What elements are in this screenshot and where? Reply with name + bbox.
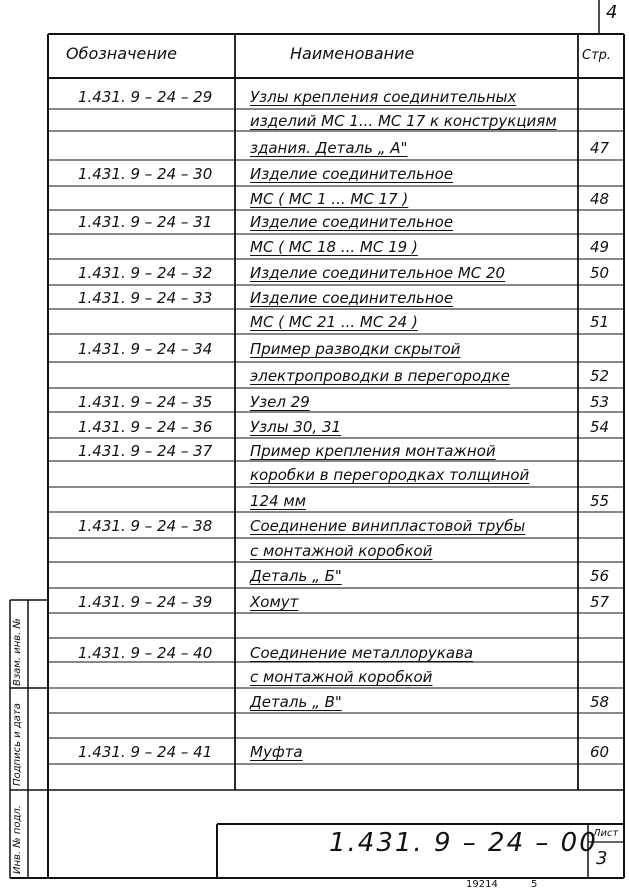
row-page: 55 <box>590 492 610 510</box>
row-page: 52 <box>590 367 610 385</box>
document-code: 1.431. 9 – 24 – 00 <box>329 828 598 858</box>
row-name-line: Узлы крепления соединительных <box>250 88 517 106</box>
row-name-line: Изделие соединительное <box>250 213 454 231</box>
row-designation: 1.431. 9 – 24 – 41 <box>78 743 213 761</box>
row-designation: 1.431. 9 – 24 – 34 <box>78 340 213 358</box>
row-name-line: здания. Деталь „ А" <box>250 139 408 157</box>
row-designation: 1.431. 9 – 24 – 30 <box>78 165 213 183</box>
row-page: 50 <box>590 264 610 282</box>
side-label-signature-date: Подпись и дата <box>12 703 23 786</box>
header-name: Наименование <box>290 44 415 63</box>
row-designation: 1.431. 9 – 24 – 36 <box>78 418 213 436</box>
row-page: 49 <box>590 238 610 256</box>
row-name-line: электропроводки в перегородке <box>250 367 510 385</box>
header-page: Стр. <box>582 48 612 63</box>
row-name-line: МС ( МС 21 ... МС 24 ) <box>250 313 418 331</box>
row-page: 48 <box>590 190 610 208</box>
row-designation: 1.431. 9 – 24 – 35 <box>78 393 213 411</box>
row-name-line: Соединение винипластовой трубы <box>250 517 526 535</box>
row-name-line: изделий МС 1... МС 17 к конструкциям <box>250 112 557 130</box>
side-label-original-inv: Инв. № подл. <box>12 805 23 874</box>
row-name-line: Пример крепления монтажной <box>250 442 496 460</box>
row-page: 54 <box>590 418 610 436</box>
row-designation: 1.431. 9 – 24 – 37 <box>78 442 213 460</box>
row-name-line: МС ( МС 1 ... МС 17 ) <box>250 190 409 208</box>
row-name-line: Изделие соединительное <box>250 165 454 183</box>
row-page: 53 <box>590 393 610 411</box>
row-designation: 1.431. 9 – 24 – 32 <box>78 264 213 282</box>
row-page: 47 <box>590 139 610 157</box>
row-designation: 1.431. 9 – 24 – 31 <box>78 213 213 231</box>
row-designation: 1.431. 9 – 24 – 33 <box>78 289 213 307</box>
header-designation: Обозначение <box>66 44 178 63</box>
corner-number: 4 <box>606 2 618 23</box>
footer-right-number: 5 <box>531 879 538 890</box>
row-designation: 1.431. 9 – 24 – 38 <box>78 517 213 535</box>
row-name-line: МС ( МС 18 ... МС 19 ) <box>250 238 418 256</box>
row-name-line: с монтажной коробкой <box>250 668 433 686</box>
row-name-line: с монтажной коробкой <box>250 542 433 560</box>
row-designation: 1.431. 9 – 24 – 29 <box>78 88 213 106</box>
side-label-replacement: Взам. инв. № <box>12 618 23 686</box>
row-name-line: 124 мм <box>250 492 307 510</box>
row-name-line: Пример разводки скрытой <box>250 340 461 358</box>
sheet-label: Лист <box>593 828 619 839</box>
row-name-line: Деталь „ В" <box>250 693 342 711</box>
row-name-line: коробки в перегородках толщиной <box>250 466 530 484</box>
row-designation: 1.431. 9 – 24 – 40 <box>78 644 213 662</box>
sheet-number: 3 <box>596 848 608 869</box>
row-name-line: Изделие соединительное МС 20 <box>250 264 506 282</box>
row-page: 56 <box>590 567 610 585</box>
row-page: 60 <box>590 743 610 761</box>
row-name-line: Деталь „ Б" <box>250 567 342 585</box>
row-name-line: Узел 29 <box>250 393 310 411</box>
row-name-line: Соединение металлорукава <box>250 644 474 662</box>
row-name-line: Узлы 30, 31 <box>250 418 342 436</box>
row-page: 58 <box>590 693 610 711</box>
row-name-line: Хомут <box>250 593 299 611</box>
row-name-line: Изделие соединительное <box>250 289 454 307</box>
row-designation: 1.431. 9 – 24 – 39 <box>78 593 213 611</box>
row-name-line: Муфта <box>250 743 303 761</box>
row-page: 57 <box>590 593 610 611</box>
footer-left-number: 19214 <box>466 879 498 890</box>
row-page: 51 <box>590 313 610 331</box>
